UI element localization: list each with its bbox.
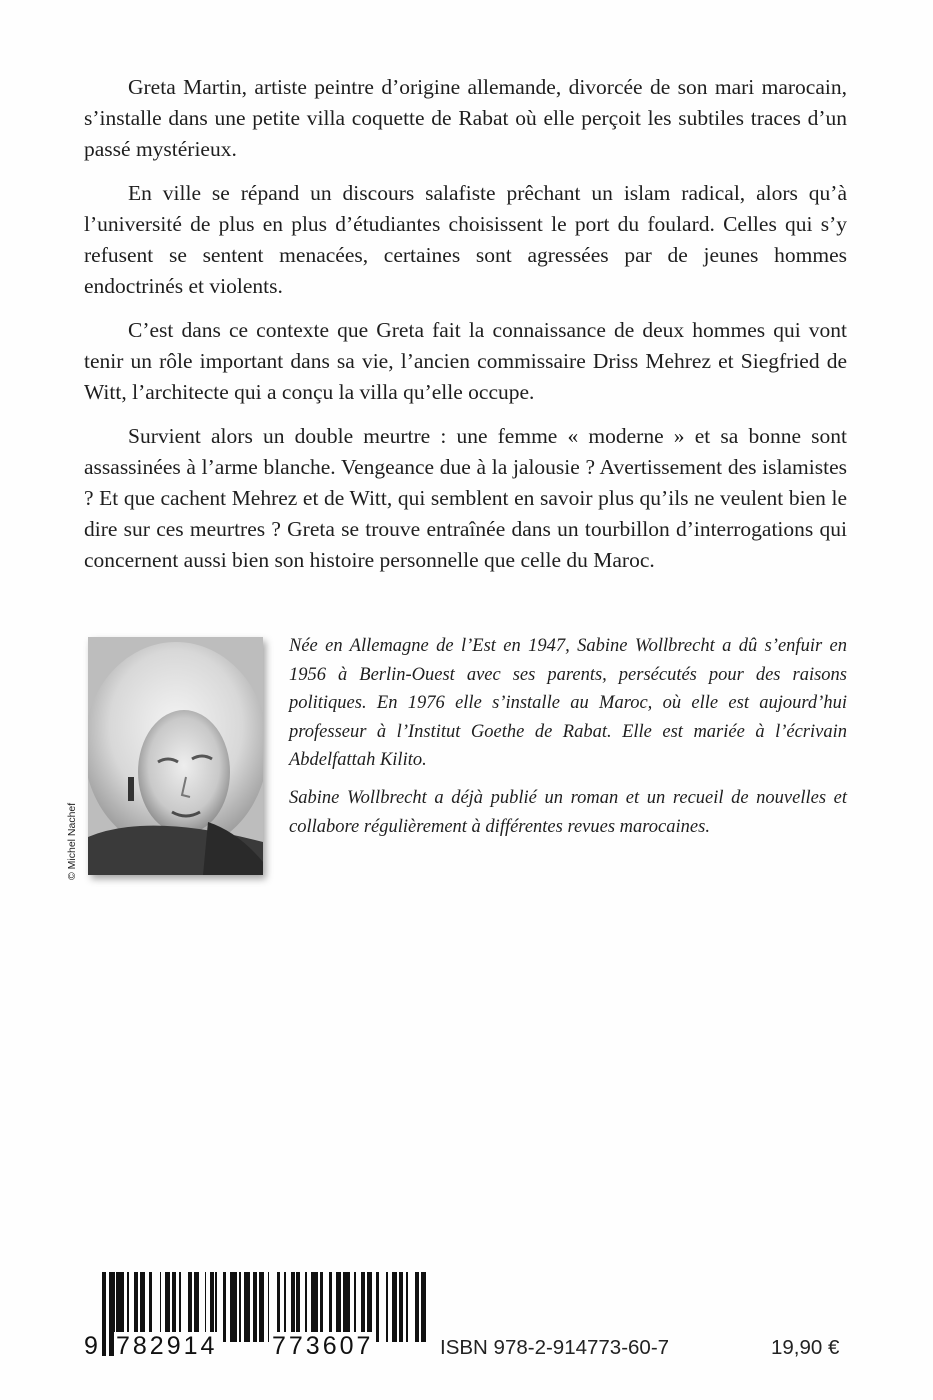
barcode-first-digit: 9 bbox=[84, 1332, 98, 1360]
barcode-bar bbox=[386, 1272, 388, 1342]
barcode-left-digits: 782914 bbox=[116, 1332, 218, 1360]
author-bio bbox=[289, 632, 847, 850]
summary-paragraph-4: Survient alors un double meurtre : une femme « moderne » et sa bonne sont assassinées à l’arme blanche. Vengeance due à la jalousie ? Avertissement des islamistes ? Et que cachent Mehrez et de Witt, qui semblent en savoir plus qu’ils ne veulent bien le dire sur ces meurtres ? Greta se trouve entraînée dans un tourbillon d’interrogations qui concernent aussi bien son histoire personnelle que celle du Maroc. bbox=[84, 424, 847, 572]
summary-paragraph-3: C’est dans ce contexte que Greta fait la connaissance de deux hommes qui vont tenir un rôle important dans sa vie, l’ancien commissaire Driss Mehrez et Siegfried de Witt, l’architecte qui a conçu la villa qu’elle occupe. bbox=[84, 318, 847, 404]
photo-credit: © Michel Nachef bbox=[66, 802, 78, 880]
barcode-bar bbox=[239, 1272, 241, 1342]
barcode-bar bbox=[223, 1272, 227, 1342]
price: 19,90 € bbox=[771, 1336, 840, 1359]
back-cover-summary bbox=[84, 72, 847, 589]
barcode-bar bbox=[406, 1272, 408, 1342]
barcode-right-digits: 773607 bbox=[272, 1332, 374, 1360]
barcode-bar bbox=[376, 1272, 380, 1342]
bio-paragraph-1: Née en Allemagne de l’Est en 1947, Sabine Wollbrecht a dû s’enfuir en 1956 à Berlin-Ouest avec ses parents, persécutés pour des raisons politiques. En 1976 elle s’installe au Maroc, où elle est aujourd’hui professeur à l’Institut Goethe de Rabat. Elle est mariée à l’écrivain Abdelfattah Kilito. bbox=[289, 636, 847, 771]
bio-paragraph-2: Sabine Wollbrecht a déjà publié un roman et un recueil de nouvelles et collabore régulièrement à différentes revues marocaines. bbox=[289, 787, 847, 837]
barcode-bar bbox=[102, 1272, 106, 1356]
barcode-bar bbox=[392, 1272, 397, 1342]
barcode-bar bbox=[259, 1272, 264, 1342]
summary-paragraph-1: Greta Martin, artiste peintre d’origine allemande, divorcée de son mari marocain, s’installe dans une petite villa coquette de Rabat où elle perçoit les subtiles traces d’un passé mystérieux. bbox=[84, 75, 847, 161]
barcode-bar bbox=[415, 1272, 419, 1342]
summary-paragraph-2: En ville se répand un discours salafiste prêchant un islam radical, alors qu’à l’université de plus en plus d’étudiantes choisissent le port du foulard. Celles qui s’y refusent se sentent menacées, certaines sont agressées par de jeunes hommes endoctrinés et violents. bbox=[84, 181, 847, 298]
barcode-bar bbox=[421, 1272, 426, 1342]
barcode-bar bbox=[253, 1272, 257, 1342]
barcode-bar bbox=[399, 1272, 403, 1342]
author-photo bbox=[88, 637, 263, 875]
barcode-bar bbox=[230, 1272, 237, 1342]
isbn: ISBN 978-2-914773-60-7 bbox=[440, 1336, 670, 1359]
barcode-bar bbox=[244, 1272, 249, 1342]
